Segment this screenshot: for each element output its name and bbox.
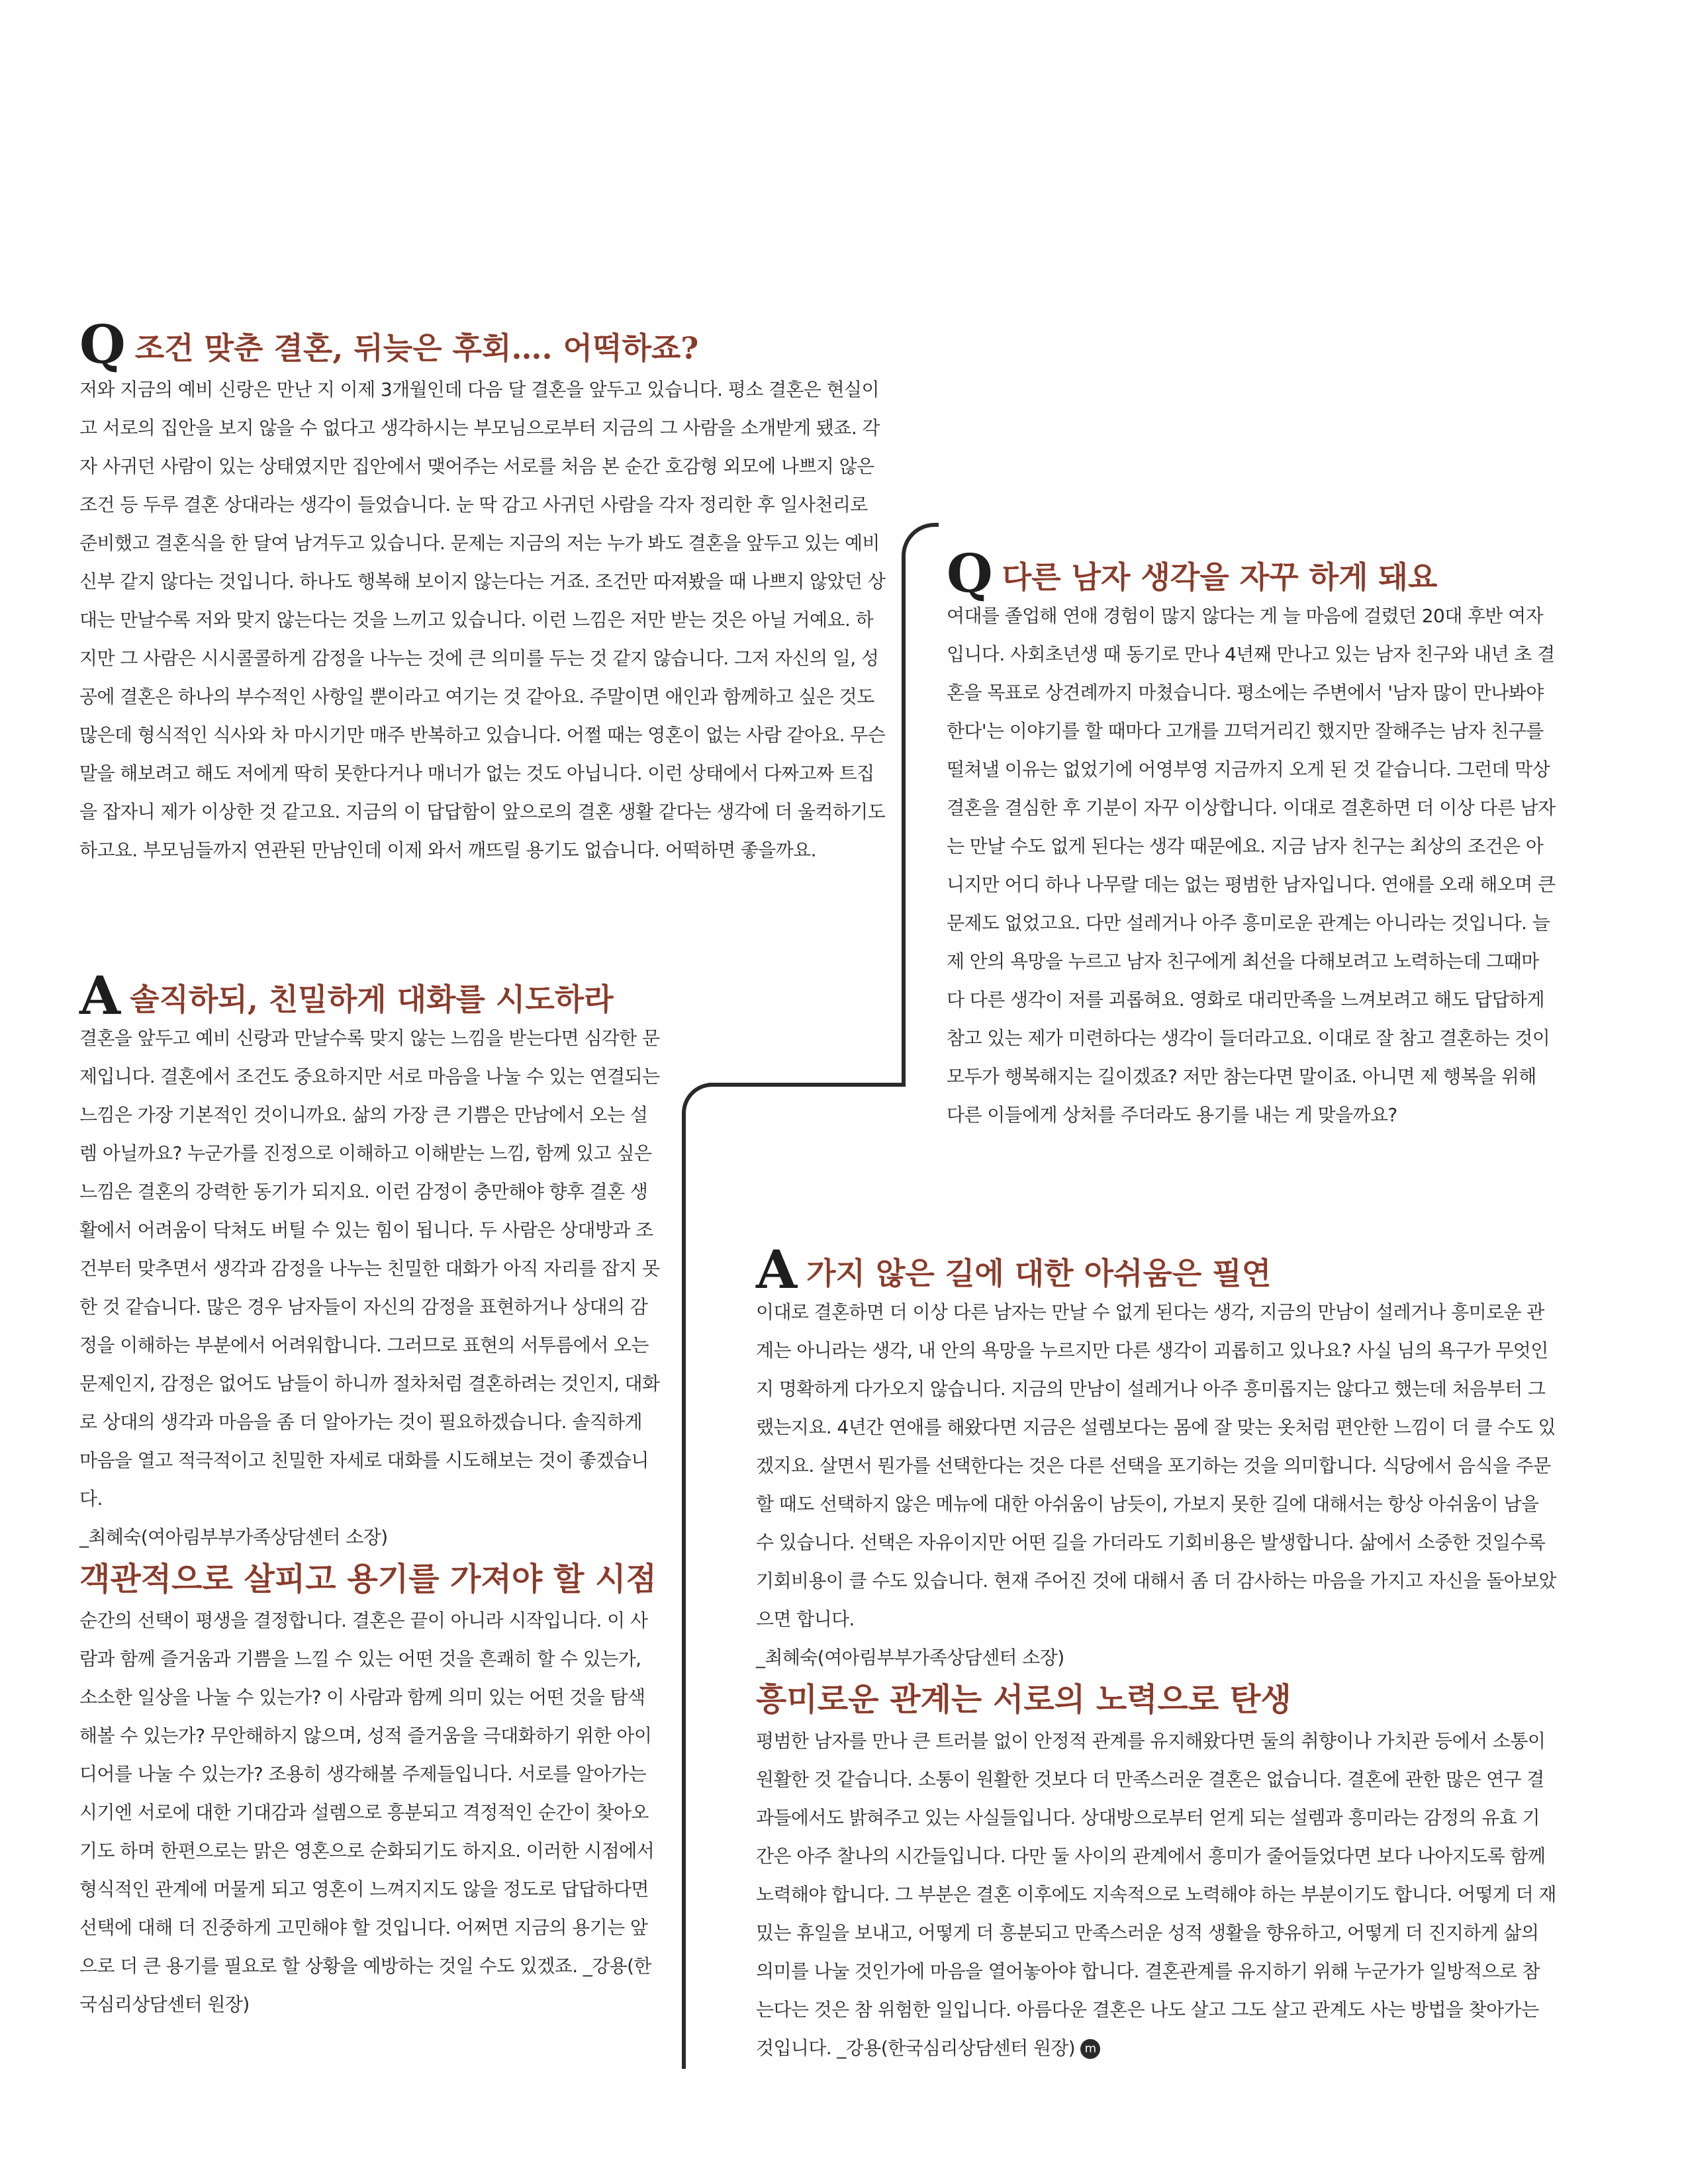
- end-mark-icon: m: [1080, 2039, 1100, 2059]
- question-letter: Q: [947, 542, 993, 604]
- question-1-body: 저와 지금의 예비 신랑은 만난 지 이제 3개월인데 다음 달 결혼을 앞두고 있습니다. 평소 결혼은 현실이고 서로의 집안을 보지 않을 수 없다고 생각하시는 부모님으로부터 지금의 그 사람을 소개받게 됐죠. 각자 사귀던 사람이 있는 상태였지만 집안에서 맺어주는 서로를 처음 본 순간 호감형 외모에 나쁘지 않은 조건 등 두루 결혼 상대라는 생각이 들었습니다. 눈 딱 감고 사귀던 사람을 각자 정리한 후 일사천리로 준비했고 결혼식을 한 달여 남겨두고 있습니다. 문제는 지금의 저는 누가 봐도 결혼을 앞두고 있는 예비 신부 같지 않다는 것입니다. 하나도 행복해 보이지 않는다는 거죠. 조건만 따져봤을 때 나쁘지 않았던 상대는 만날수록 저와 맞지 않는다는 것을 느끼고 있습니다. 이런 느낌은 저만 받는 것은 아닐 거예요. 하지만 그 사람은 시시콜콜하게 감정을 나누는 것에 큰 의미를 두는 것 같지 않습니다. 그저 자신의 일, 성공에 결혼은 하나의 부수적인 사항일 뿐이라고 여기는 것 같아요. 주말이면 애인과 함께하고 싶은 것도 많은데 형식적인 식사와 차 마시기만 매주 반복하고 있습니다. 어쩔 때는 영혼이 없는 사람 같아요. 무슨 말을 해보려고 해도 저에게 딱히 못한다거나 매너가 없는 것도 아닙니다. 이런 상태에서 다짜고짜 트집을 잡자니 제가 이상한 것 같고요. 지금의 이 답답함이 앞으로의 결혼 생활 같다는 생각에 더 울컥하기도 하고요. 부모님들까지 연관된 만남인데 이제 와서 깨뜨릴 용기도 없습니다. 어떡하면 좋을까요.: [79, 379, 886, 861]
- question-letter: Q: [79, 313, 126, 375]
- answer-2-subheading: 흥미로운 관계는 서로의 노력으로 탄생: [756, 1681, 1291, 1718]
- answer-letter: A: [756, 1238, 798, 1300]
- divider-bottom-vertical: [682, 1118, 686, 2069]
- answer-2-title: 가지 않은 길에 대한 아쉬움은 필연: [806, 1255, 1272, 1291]
- answer-1-subheading: 객관적으로 살피고 용기를 가져야 할 시점: [79, 1561, 657, 1598]
- answer-2-signature: _최혜숙(여아림부부가족상담센터 소장): [756, 1647, 1064, 1668]
- answer-1-body: 결혼을 앞두고 예비 신랑과 만날수록 맞지 않는 느낌을 받는다면 심각한 문제입니다. 결혼에서 조건도 중요하지만 서로 마음을 나눌 수 있는 연결되는 느낌은 가장 기본적인 것이니까요. 삶의 가장 큰 기쁨은 만남에서 오는 설렘 아닐까요? 누군가를 진정으로 이해하고 이해받는 느낌, 함께 있고 싶은 느낌은 결혼의 강력한 동기가 되지요. 이런 감정이 충만해야 향후 결혼 생활에서 어려움이 닥쳐도 버틸 수 있는 힘이 됩니다. 두 사람은 상대방과 조건부터 맞추면서 생각과 감정을 나누는 친밀한 대화가 아직 자리를 잡지 못한 것 같습니다. 많은 경우 남자들이 자신의 감정을 표현하거나 상대의 감정을 이해하는 부분에서 어려워합니다. 그러므로 표현의 서투름에서 오는 문제인지, 감정은 없어도 남들이 하니까 절차처럼 결혼하려는 것인지, 대화로 상대의 생각과 마음을 좀 더 알아가는 것이 필요하겠습니다. 솔직하게 마음을 열고 적극적이고 친밀한 자세로 대화를 시도해보는 것이 좋겠습니다.: [79, 1027, 660, 1510]
- answer-2-sub-body-wrap: [756, 1722, 1557, 2068]
- divider-horizontal: [708, 1083, 906, 1087]
- answer-1-title: 솔직하되, 친밀하게 대화를 시도하라: [130, 981, 614, 1017]
- answer-1-heading: [79, 964, 662, 1026]
- question-1-heading: [79, 313, 887, 375]
- answer-2-heading: [756, 1238, 1557, 1300]
- question-2-body: 여대를 졸업해 연애 경험이 많지 않다는 게 늘 마음에 걸렸던 20대 후반 여자입니다. 사회초년생 때 동기로 만나 4년째 만나고 있는 남자 친구와 내년 초 결혼을 목표로 상견례까지 마쳤습니다. 평소에는 주변에서 '남자 많이 만나봐야 한다'는 이야기를 할 때마다 고개를 끄덕거리긴 했지만 잘해주는 남자 친구를 떨쳐낼 이유는 없었기에 어영부영 지금까지 오게 된 것 같습니다. 그런데 막상 결혼을 결심한 후 기분이 자꾸 이상합니다. 이대로 결혼하면 더 이상 다른 남자는 만날 수도 없게 된다는 생각 때문에요. 지금 남자 친구는 최상의 조건은 아니지만 어디 하나 나무랄 데는 없는 평범한 남자입니다. 연애를 오래 해오며 큰 문제도 없었고요. 다만 설레거나 아주 흥미로운 관계는 아니라는 것입니다. 늘 제 안의 욕망을 누르고 남자 친구에게 최선을 다해보려고 노력하는데 그때마다 다른 생각이 저를 괴롭혀요. 영화로 대리만족을 느껴보려고 해도 답답하게 참고 있는 제가 미련하다는 생각이 들더라고요. 이대로 잘 참고 결혼하는 것이 모두가 행복해지는 길이겠죠? 저만 참는다면 말이죠. 아니면 제 행복을 위해 다른 이들에게 상처를 주더라도 용기를 내는 게 맞을까요?: [947, 605, 1556, 1126]
- question-1-title: 조건 맞춘 결혼, 뒤늦은 후회…. 어떡하죠?: [134, 330, 699, 366]
- divider-top-curve: [902, 523, 939, 567]
- question-2-title: 다른 남자 생각을 자꾸 하게 돼요: [1002, 559, 1438, 595]
- question-2-heading: [947, 542, 1556, 604]
- answer-letter: A: [79, 964, 121, 1026]
- answer-1-sub-body: 순간의 선택이 평생을 결정합니다. 결혼은 끝이 아니라 시작입니다. 이 사람과 함께 즐거움과 기쁨을 느낄 수 있는 어떤 것을 흔쾌히 할 수 있는가, 소소한 일상을 나눌 수 있는가? 이 사람과 함께 의미 있는 어떤 것을 탐색해볼 수 있는가? 무안해하지 않으며, 성적 즐거움을 극대화하기 위한 아이디어를 나눌 수 있는가? 조용히 생각해볼 주제들입니다. 서로를 알아가는 시기엔 서로에 대한 기대감과 설렘으로 흥분되고 격정적인 순간이 찾아오기도 하며 한편으로는 맑은 영혼으로 순화되기도 하지요. 이러한 시점에서 형식적인 관계에 머물게 되고 영혼이 느껴지지도 않을 정도로 답답하다면 선택에 대해 더 진중하게 고민해야 할 것입니다. 어쩌면 지금의 용기는 앞으로 더 큰 용기를 필요로 할 상황을 예방하는 것일 수도 있겠죠. _강용(한국심리상담센터 원장): [79, 1610, 655, 2015]
- answer-1: [79, 964, 662, 2024]
- answer-2-sub-body: 평범한 남자를 만나 큰 트러블 없이 안정적 관계를 유지해왔다면 둘의 취향이나 가치관 등에서 소통이 원활한 것 같습니다. 소통이 원활한 것보다 더 만족스러운 결혼은 없습니다. 결혼에 관한 많은 연구 결과들에서도 밝혀주고 있는 사실들입니다. 상대방으로부터 얻게 되는 설렘과 흥미라는 감정의 유효 기간은 아주 찰나의 시간들입니다. 다만 둘 사이의 관계에서 흥미가 줄어들었다면 보다 나아지도록 함께 노력해야 합니다. 그 부분은 결혼 이후에도 지속적으로 노력해야 하는 부분이기도 합니다. 어떻게 더 재밌는 휴일을 보내고, 어떻게 더 흥분되고 만족스러운 성적 생활을 향유하고, 어떻게 더 진지하게 삶의 의미를 나눌 것인가에 마음을 열어놓아야 합니다. 결혼관계를 유지하기 위해 누군가가 일방적으로 참는다는 것은 참 위험한 일입니다. 아름다운 결혼은 나도 살고 그도 살고 관계도 사는 방법을 찾아가는 것입니다. _강용(한국심리상담센터 원장): [756, 1730, 1556, 2059]
- divider-top-vertical: [902, 556, 906, 1087]
- question-1: [79, 313, 887, 870]
- answer-1-signature: _최혜숙(여아림부부가족상담센터 소장): [79, 1526, 388, 1548]
- answer-2: [756, 1238, 1557, 2068]
- question-2: [947, 542, 1556, 1134]
- answer-2-body: 이대로 결혼하면 더 이상 다른 남자는 만날 수 없게 된다는 생각, 지금의 만남이 설레거나 흥미로운 관계는 아니라는 생각, 내 안의 욕망을 누르지만 다른 생각이 괴롭히고 있나요? 사실 님의 욕구가 무엇인지 명확하게 다가오지 않습니다. 지금의 만남이 설레거나 아주 흥미롭지는 않다고 했는데 처음부터 그랬는지요. 4년간 연애를 해왔다면 지금은 설렘보다는 몸에 잘 맞는 옷처럼 편안한 느낌이 더 클 수도 있겠지요. 살면서 뭔가를 선택한다는 것은 다른 선택을 포기하는 것을 의미합니다. 식당에서 음식을 주문할 때도 선택하지 않은 메뉴에 대한 아쉬움이 남듯이, 가보지 못한 길에 대해서는 항상 아쉬움이 남을 수 있습니다. 선택은 자유이지만 어떤 길을 가더라도 기회비용은 발생합니다. 삶에서 소중한 것일수록 기회비용이 클 수도 있습니다. 현재 주어진 것에 대해서 좀 더 감사하는 마음을 가지고 자신을 돌아보았으면 합니다.: [756, 1301, 1556, 1630]
